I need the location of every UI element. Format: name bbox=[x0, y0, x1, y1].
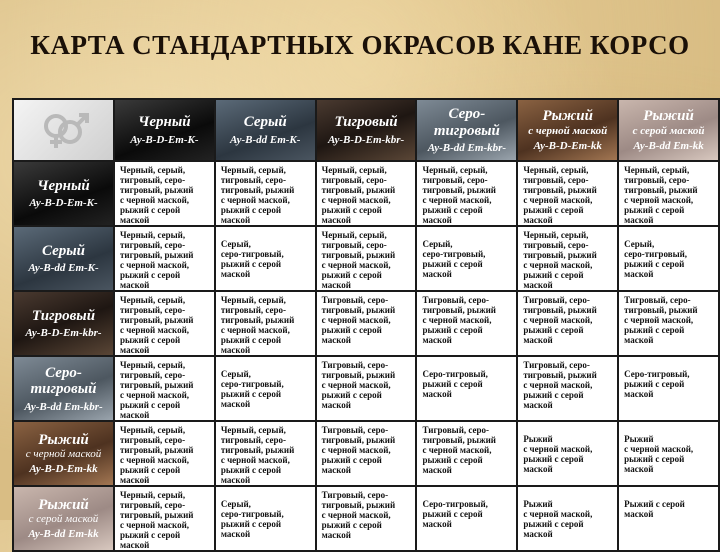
row-header-cell bbox=[13, 291, 114, 356]
row-header-genotype: Ay-B-D-Em-kbr- bbox=[25, 327, 102, 340]
table-row bbox=[13, 291, 719, 356]
result-cell: Серый, серо-тигровый, рыжий с серой маской bbox=[618, 226, 719, 291]
gender-symbols-icon bbox=[34, 108, 94, 152]
row-header-genotype: Ay-B-dd Em-kbr- bbox=[24, 400, 103, 413]
result-cell: Серый, серо-тигровый, рыжий с серой маской bbox=[416, 226, 517, 291]
color-chart-table bbox=[12, 98, 720, 552]
result-cell: Черный, серый, тигровый, серо- тигровый, рыжий с черной маской, рыжий с серой маской bbox=[517, 161, 618, 226]
result-cell: Черный, серый, тигровый, серо- тигровый, рыжий с черной маской, рыжий с серой маской bbox=[114, 291, 215, 356]
table-body bbox=[13, 161, 719, 551]
result-cell: Тигровый, серо- тигровый, рыжий с черной маской, рыжий с серой маской bbox=[316, 421, 417, 486]
result-cell: Рыжий с черной маской, рыжий с серой маской bbox=[517, 486, 618, 551]
result-cell: Черный, серый, тигровый, серо- тигровый, рыжий с черной маской, рыжий с серой маской bbox=[215, 291, 316, 356]
result-cell: Черный, серый, тигровый, серо- тигровый, рыжий с черной маской, рыжий с серой маской bbox=[316, 226, 417, 291]
result-cell: Тигровый, серо- тигровый, рыжий с черной маской, рыжий с серой маской bbox=[517, 356, 618, 421]
column-header-genotype: Ay-B-D-Em-K- bbox=[130, 133, 199, 146]
column-header-subtitle: с серой маской bbox=[632, 124, 705, 137]
row-header-cell bbox=[13, 161, 114, 226]
result-cell: Черный, серый, тигровый, серо- тигровый, рыжий с черной маской, рыжий с серой маской bbox=[618, 161, 719, 226]
row-header-name: Рыжий bbox=[38, 496, 89, 513]
result-cell: Тигровый, серо- тигровый, рыжий с черной маской, рыжий с серой маской bbox=[416, 421, 517, 486]
column-header-name: Рыжий bbox=[542, 108, 593, 125]
result-cell: Тигровый, серо- тигровый, рыжий с черной маской, рыжий с серой маской bbox=[517, 291, 618, 356]
result-cell: Серый, серо-тигровый, рыжий с серой маской bbox=[215, 226, 316, 291]
result-cell: Серо-тигровый, рыжий с серой маской bbox=[618, 356, 719, 421]
column-header-genotype: Ay-B-dd Em-K- bbox=[230, 133, 301, 146]
table-row bbox=[13, 486, 719, 551]
page-title: КАРТА СТАНДАРТНЫХ ОКРАСОВ КАНЕ КОРСО bbox=[30, 30, 690, 60]
column-header-name: Тигровый bbox=[334, 114, 398, 131]
row-header-subtitle: с серой маской bbox=[28, 513, 99, 526]
row-header-name: Серый bbox=[41, 242, 85, 259]
row-header-name: Тигровый bbox=[31, 307, 96, 324]
gender-corner-cell bbox=[13, 99, 114, 161]
result-cell: Серо-тигровый, рыжий с серой маской bbox=[416, 356, 517, 421]
result-cell: Тигровый, серо- тигровый, рыжий с черной маской, рыжий с серой маской bbox=[416, 291, 517, 356]
result-cell: Тигровый, серо- тигровый, рыжий с черной маской, рыжий с серой маской bbox=[316, 356, 417, 421]
column-header-name: Серый bbox=[243, 114, 287, 131]
result-cell: Тигровый, серо- тигровый, рыжий с черной маской, рыжий с серой маской bbox=[316, 486, 417, 551]
column-header-genotype: Ay-B-D-Em-kk bbox=[533, 139, 602, 152]
result-cell: Тигровый, серо- тигровый, рыжий с черной маской, рыжий с серой маской bbox=[316, 291, 417, 356]
result-cell: Черный, серый, тигровый, серо- тигровый, рыжий с черной маской, рыжий с серой маской bbox=[114, 421, 215, 486]
result-cell: Черный, серый, тигровый, серо- тигровый, рыжий с черной маской, рыжий с серой маской bbox=[114, 161, 215, 226]
column-header-subtitle: с черной маской bbox=[528, 124, 608, 137]
row-header-cell bbox=[13, 421, 114, 486]
result-cell: Рыжий с черной маской, рыжий с серой маской bbox=[517, 421, 618, 486]
row-header-name: Рыжий bbox=[38, 431, 89, 448]
header-row bbox=[13, 99, 719, 161]
row-header-name: Серо-тигровый bbox=[30, 364, 97, 397]
column-header-genotype: Ay-B-D-Em-kbr- bbox=[327, 133, 405, 146]
column-header-cell bbox=[618, 99, 719, 161]
column-header-cell bbox=[316, 99, 417, 161]
result-cell: Тигровый, серо- тигровый, рыжий с черной маской, рыжий с серой маской bbox=[618, 291, 719, 356]
column-header-genotype: Ay-B-dd Em-kbr- bbox=[427, 142, 507, 154]
table-row bbox=[13, 421, 719, 486]
row-header-cell bbox=[13, 356, 114, 421]
result-cell: Серо-тигровый, рыжий с серой маской bbox=[416, 486, 517, 551]
row-header-subtitle: с черной маской bbox=[25, 448, 102, 461]
column-header-genotype: Ay-B-dd Em-kk bbox=[633, 139, 704, 152]
row-header-genotype: Ay-B-D-Em-K- bbox=[29, 197, 98, 210]
row-header-cell bbox=[13, 486, 114, 551]
result-cell: Черный, серый, тигровый, серо- тигровый, рыжий с черной маской, рыжий с серой маской bbox=[215, 421, 316, 486]
result-cell: Рыжий с серой маской bbox=[618, 486, 719, 551]
row-header-genotype: Ay-B-dd Em-K- bbox=[28, 262, 99, 275]
table-row bbox=[13, 356, 719, 421]
result-cell: Черный, серый, тигровый, серо- тигровый, рыжий с черной маской, рыжий с серой маской bbox=[316, 161, 417, 226]
result-cell: Черный, серый, тигровый, серо- тигровый, рыжий с черной маской, рыжий с серой маской bbox=[114, 356, 215, 421]
table-row bbox=[13, 161, 719, 226]
column-header-cell bbox=[416, 99, 517, 161]
result-cell: Черный, серый, тигровый, серо- тигровый, рыжий с черной маской, рыжий с серой маской bbox=[114, 486, 215, 551]
table-row bbox=[13, 226, 719, 291]
row-header-cell bbox=[13, 226, 114, 291]
result-cell: Черный, серый, тигровый, серо- тигровый, рыжий с черной маской, рыжий с серой маской bbox=[416, 161, 517, 226]
column-header-name: Рыжий bbox=[643, 108, 694, 125]
column-header-cell bbox=[517, 99, 618, 161]
row-header-genotype: Ay-B-dd Em-kk bbox=[28, 528, 99, 541]
result-cell: Черный, серый, тигровый, серо- тигровый, рыжий с черной маской, рыжий с серой маской bbox=[517, 226, 618, 291]
result-cell: Черный, серый, тигровый, серо- тигровый, рыжий с черной маской, рыжий с серой маской bbox=[114, 226, 215, 291]
row-header-name: Черный bbox=[37, 177, 90, 194]
row-header-genotype: Ay-B-D-Em-kk bbox=[29, 463, 98, 476]
result-cell: Черный, серый, тигровый, серо- тигровый, рыжий с черной маской, рыжий с серой маской bbox=[215, 161, 316, 226]
column-header-cell bbox=[114, 99, 215, 161]
column-header-name: Серо-тигровый bbox=[433, 106, 500, 139]
result-cell: Серый, серо-тигровый, рыжий с серой маской bbox=[215, 486, 316, 551]
column-header-name: Черный bbox=[138, 114, 191, 131]
result-cell: Серый, серо-тигровый, рыжий с серой маской bbox=[215, 356, 316, 421]
result-cell: Рыжий с черной маской, рыжий с серой маской bbox=[618, 421, 719, 486]
column-header-cell bbox=[215, 99, 316, 161]
